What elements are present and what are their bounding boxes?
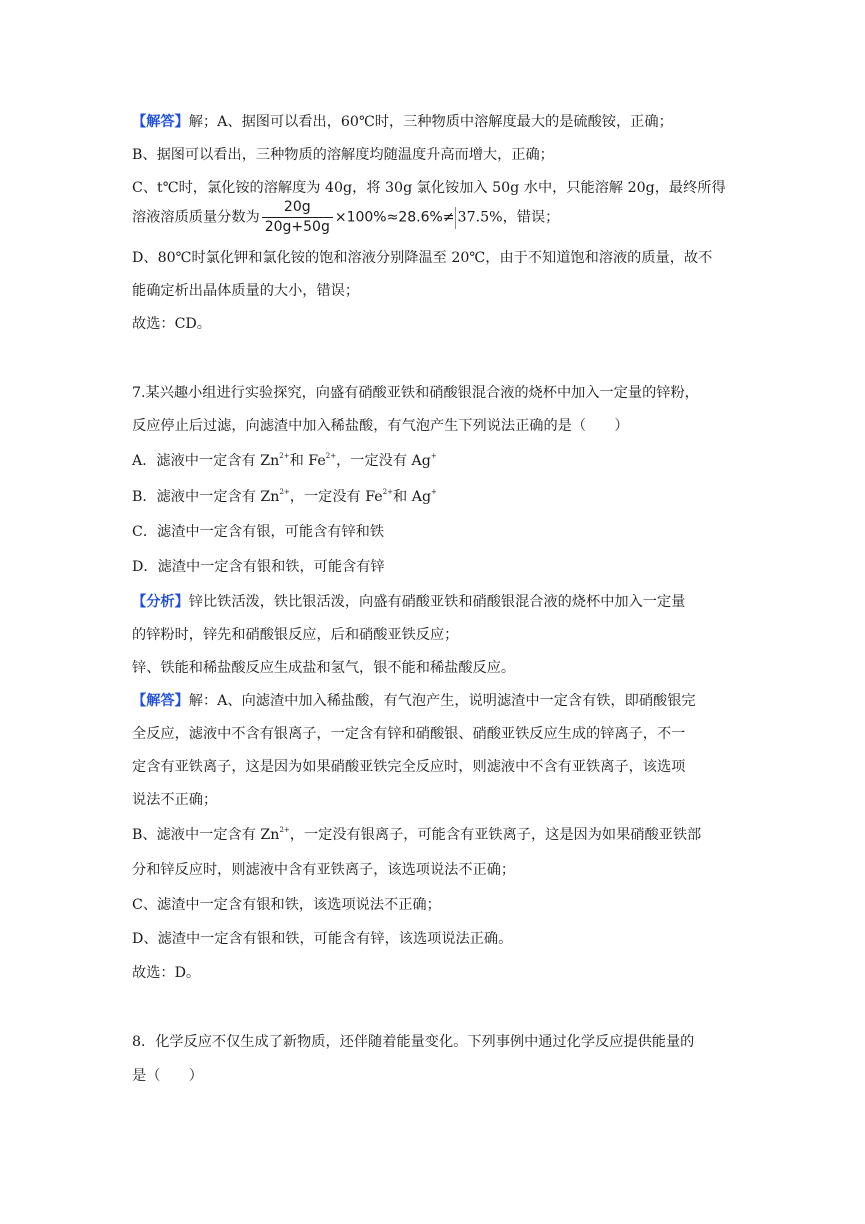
q7-answer-line5: B、滤液中一定含有 $Zn^{2+}$，一定没有银离子，可能含有亚铁离子，这是因为如果硝酸亚铁部: [132, 826, 702, 843]
q6-answer-d-line1: D、80℃时氯化钾和氯化铵的饱和溶液分别降温至 20℃，由于不知道饱和溶液的质量，故不: [132, 250, 713, 266]
q6-answer-c-line2: 溶液溶质质量分数为 $\frac{20g}{20g+50g}$ ×100%≈28.6%≠ 37.5%，错误；: [132, 199, 560, 235]
q7-option-c: C．滤渣中一定含有银，可能含有锌和铁: [132, 524, 385, 540]
q7-analysis-line2: 的锌粉时，锌先和硝酸银反应，后和硝酸亚铁反应；: [132, 627, 459, 643]
q6-answer-a: 【解答】解；A、据图可以看出，60℃时，三种物质中溶解度最大的是硫酸铵，正确；: [132, 114, 673, 130]
fraction: [262, 199, 333, 236]
q7-option-d: D．滤渣中一定含有银和铁，可能含有锌: [132, 559, 385, 575]
analysis-tag: 【分析】: [132, 594, 189, 610]
q7-answer-line6: 分和锌反应时，则滤液中含有亚铁离子，该选项说法不正确；: [132, 862, 516, 878]
q6-answer-d-line2: 能确定析出晶体质量的大小，错误；: [132, 283, 360, 299]
q6-answer-b: B、据图可以看出，三种物质的溶解度均随温度升高而增大，正确；: [132, 147, 554, 163]
q7-analysis-line3: 锌、铁能和稀盐酸反应生成盐和氢气，银不能和稀盐酸反应。: [132, 660, 516, 676]
q7-option-b: B．滤液中一定含有 $Zn^{2+}$，一定没有 $Fe^{2+}$和 Ag+: [132, 488, 437, 505]
text-cursor-icon: [455, 207, 456, 229]
q7-answer-line7: C、滤渣中一定含有银和铁，该选项说法不正确；: [132, 897, 441, 913]
q8-stem-line2: 是（ ）: [132, 1068, 203, 1084]
q6-answer-c-line1: C、t℃时，氯化铵的溶解度为 40g，将 30g 氯化铵加入 50g 水中，只能溶解 20g，最终所得: [132, 180, 726, 196]
q7-option-a: A．滤液中一定含有 $Zn^{2+}$和 $Fe^{2+}$，一定没有 Ag+: [132, 452, 437, 469]
fraction-numerator: 20g: [262, 199, 333, 218]
q7-answer-line8: D、滤渣中一定含有银和铁，可能含有锌，该选项说法正确。: [132, 931, 513, 947]
formula: ×100%≈28.6%≠: [334, 209, 455, 226]
q7-answer-line2: 全反应，滤液中不含有银离子，一定含有锌和硝酸银、硝酸亚铁反应生成的锌离子，不一: [132, 726, 686, 742]
q7-answer-line4: 说法不正确；: [132, 792, 218, 808]
answer-tag: 【解答】: [132, 114, 189, 130]
q6-choice: 故选：CD。: [132, 316, 211, 332]
q8-stem-line1: 8．化学反应不仅生成了新物质，还伴随着能量变化。下列事例中通过化学反应提供能量的: [132, 1034, 695, 1050]
q7-answer-line3: 定含有亚铁离子，这是因为如果硝酸亚铁完全反应时，则滤液中不含有亚铁离子，该选项: [132, 759, 686, 775]
q7-choice: 故选：D。: [132, 965, 201, 981]
q7-analysis-line1: 【分析】锌比铁活泼，铁比银活泼，向盛有硝酸亚铁和硝酸银混合液的烧杯中加入一定量: [132, 594, 686, 610]
answer-tag: 【解答】: [132, 693, 189, 709]
q7-answer-line1: 【解答】解：A、向滤渣中加入稀盐酸，有气泡产生，说明滤渣中一定含有铁，即硝酸银完: [132, 693, 696, 709]
fraction-denominator: 20g+50g: [264, 219, 330, 235]
q7-stem-line2: 反应停止后过滤，向滤渣中加入稀盐酸，有气泡产生下列说法正确的是（ ）: [132, 418, 629, 434]
q7-stem-line1: 7.某兴趣小组进行实验探究，向盛有硝酸亚铁和硝酸银混合液的烧杯中加入一定量的锌粉，: [132, 385, 699, 401]
